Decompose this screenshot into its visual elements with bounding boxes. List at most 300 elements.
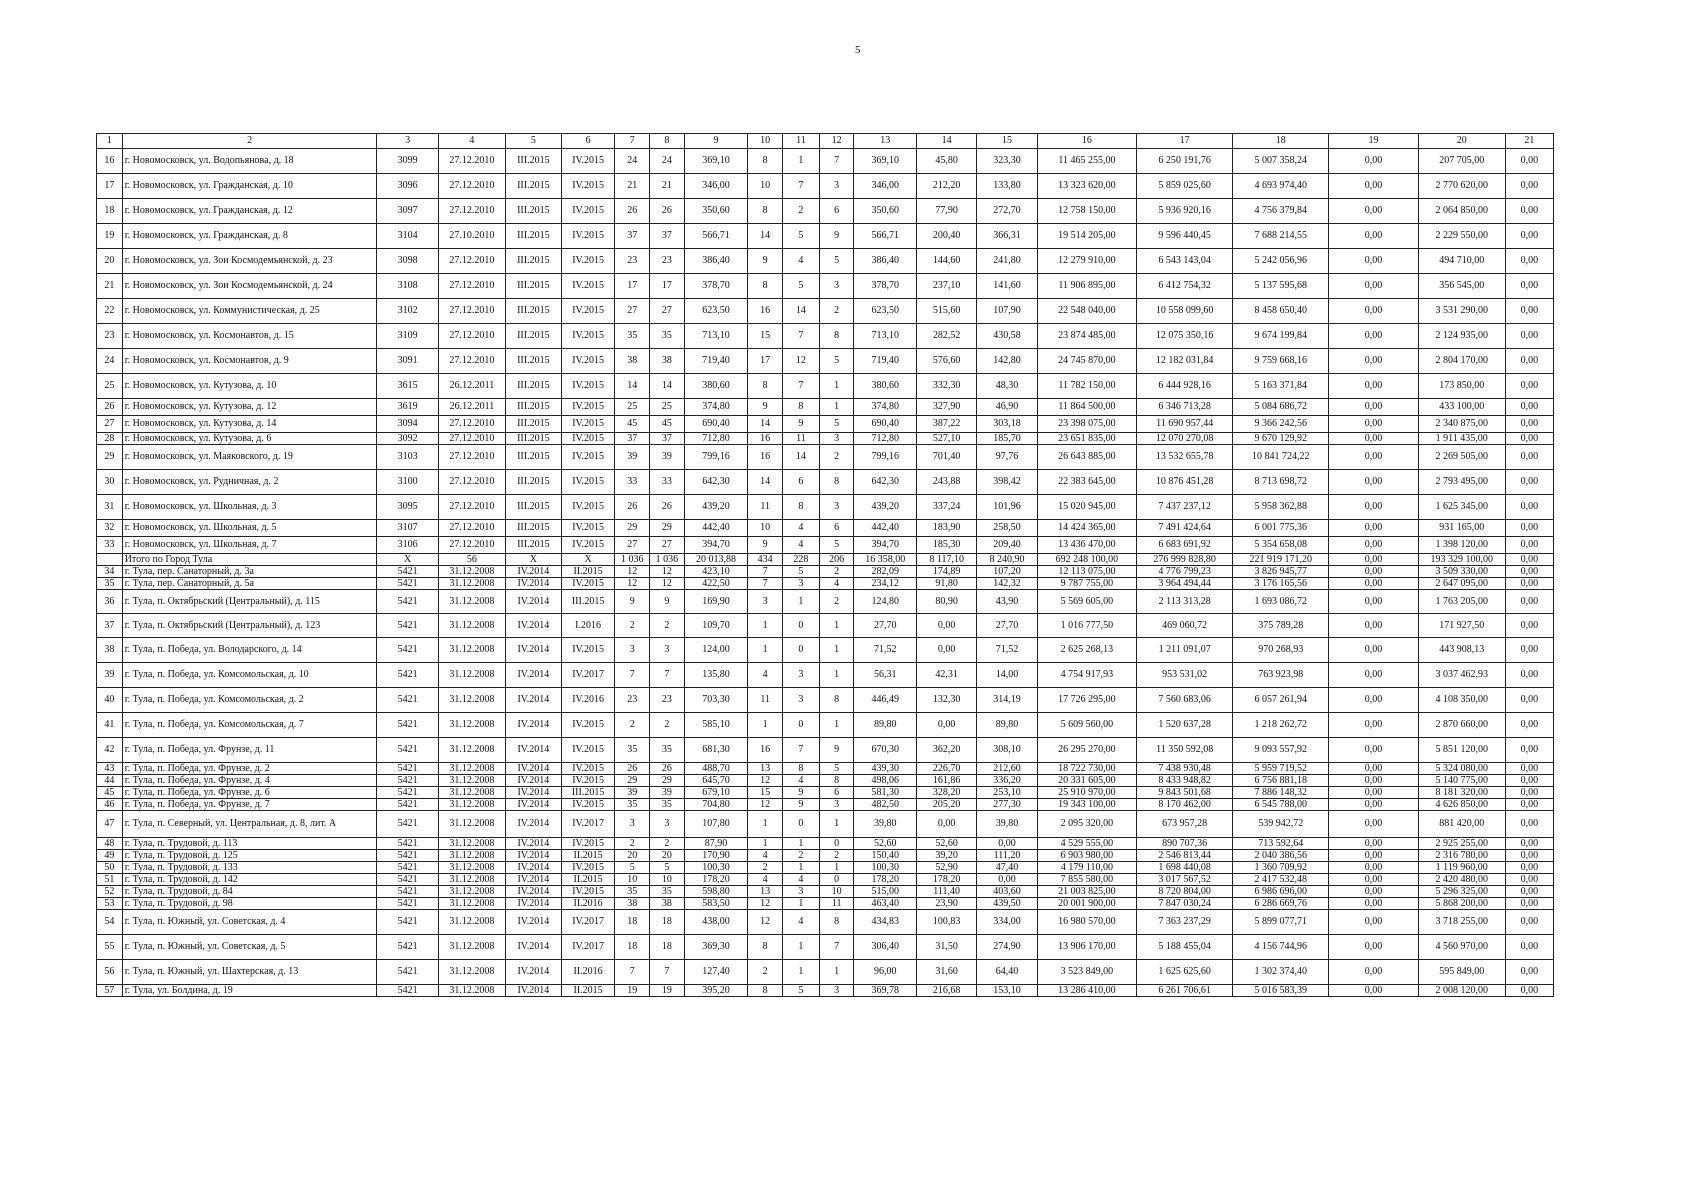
address-cell: г. Тула, п. Трудовой, д. 98 [122,898,377,910]
table-cell: 26 295 270,00 [1037,738,1136,763]
table-cell: 26 [615,199,650,224]
table-cell: 9 [819,224,854,249]
table-cell: 11 864 500,00 [1037,399,1136,416]
table-cell: 20 001 900,00 [1037,898,1136,910]
table-cell: 31.12.2008 [438,638,505,663]
table-cell: 4 [748,850,783,862]
table-cell: 0,00 [1329,495,1418,520]
table-cell: 36 [97,590,123,614]
table-cell: 20 [650,850,685,862]
table-cell: 142,80 [977,349,1037,374]
table-cell: 0,00 [1329,663,1418,688]
table-cell: 7 886 148,32 [1233,787,1329,799]
table-cell: 27.12.2010 [438,149,505,174]
table-cell: 0,00 [1329,799,1418,811]
address-cell: г. Тула, п. Трудовой, д. 113 [122,838,377,850]
table-cell: 14 [748,224,783,249]
table-cell: 5421 [377,590,438,614]
table-cell: 3104 [377,224,438,249]
table-cell: 0,00 [1329,174,1418,199]
table-cell: 31,60 [917,960,977,985]
table-cell: 4 108 350,00 [1418,688,1505,713]
table-cell: 6 412 754,32 [1137,274,1233,299]
table-cell: 31.12.2008 [438,763,505,775]
table-cell: 3 [782,663,819,688]
address-cell: г. Тула, п. Южный, ул. Шахтерская, д. 13 [122,960,377,985]
table-cell: 719,40 [684,349,748,374]
table-cell: 35 [615,799,650,811]
table-cell: 7 437 237,12 [1137,495,1233,520]
table-cell: 13 323 620,00 [1037,174,1136,199]
table-cell: 566,71 [854,224,917,249]
table-cell: 226,70 [917,763,977,775]
table-row [97,174,1554,199]
table-cell: 6 545 788,00 [1233,799,1329,811]
table-cell: 0,00 [1329,886,1418,898]
table-cell: 8 433 948,82 [1137,775,1233,787]
table-cell: 15 020 945,00 [1037,495,1136,520]
table-cell: III.2015 [505,416,561,433]
table-cell: 6 346 713,28 [1137,399,1233,416]
address-cell: г. Тула, ул. Болдина, д. 19 [122,985,377,997]
table-cell: IV.2015 [561,199,615,224]
table-cell: 53 [97,898,123,910]
table-cell: 3092 [377,433,438,445]
table-cell: IV.2015 [561,638,615,663]
address-cell: г. Новомосковск, ул. Кутузова, д. 12 [122,399,377,416]
address-cell: г. Новомосковск, ул. Космонавтов, д. 15 [122,324,377,349]
table-cell: 10 841 724,22 [1233,445,1329,470]
table-cell: 5421 [377,713,438,738]
table-cell: 0,00 [1329,763,1418,775]
table-cell: 5 [819,249,854,274]
table-cell: IV.2015 [561,738,615,763]
table-cell: 21 003 825,00 [1037,886,1136,898]
table-cell: IV.2014 [505,850,561,862]
table-cell: 33 [650,470,685,495]
table-cell: 10 876 451,28 [1137,470,1233,495]
table-cell: 12 [748,799,783,811]
table-cell: 446,49 [854,688,917,713]
table-cell: 3102 [377,299,438,324]
table-cell: 5421 [377,910,438,935]
table-cell: 45 [650,416,685,433]
table-cell: 5 [782,566,819,578]
table-cell: 132,30 [917,688,977,713]
table-cell: 1 036 [615,554,650,566]
table-cell: 0,00 [1505,324,1553,349]
table-cell: 144,60 [917,249,977,274]
column-header: 8 [650,134,685,149]
table-cell: 1 911 435,00 [1418,433,1505,445]
table-cell: 0,00 [1329,566,1418,578]
table-cell: 96,00 [854,960,917,985]
table-cell: 0,00 [1329,299,1418,324]
table-cell: 45 [97,787,123,799]
table-cell: 6 [819,787,854,799]
table-cell: 1 763 205,00 [1418,590,1505,614]
table-cell: 369,30 [684,935,748,960]
table-cell: 482,50 [854,799,917,811]
table-cell: 380,60 [684,374,748,399]
column-header: 17 [1137,134,1233,149]
table-cell: 31.12.2008 [438,862,505,874]
table-cell: 5421 [377,850,438,862]
table-cell: 679,10 [684,787,748,799]
table-cell: 25 [650,399,685,416]
table-cell: 2 [650,838,685,850]
table-cell: 2 [650,713,685,738]
table-cell: 0,00 [1505,537,1553,554]
table-cell: 91,80 [917,578,977,590]
table-cell: 713 592,64 [1233,838,1329,850]
table-cell: 20 [97,249,123,274]
table-cell: 1 [819,399,854,416]
table-cell: 0 [819,874,854,886]
table-cell: 71,52 [977,638,1037,663]
table-cell: 5421 [377,738,438,763]
table-cell: IV.2015 [561,537,615,554]
table-cell: 7 363 237,29 [1137,910,1233,935]
table-cell: 272,70 [977,199,1037,224]
table-cell: 8 [748,985,783,997]
table-cell: 33 [615,470,650,495]
table-cell: 31.12.2008 [438,738,505,763]
table-cell: 153,10 [977,985,1037,997]
table-cell: 2 417 532,48 [1233,874,1329,886]
table-cell: 350,60 [854,199,917,224]
table-cell: 0,00 [1505,349,1553,374]
table-cell: 5421 [377,578,438,590]
table-cell: 7 438 930,48 [1137,763,1233,775]
table-cell: 3095 [377,495,438,520]
table-cell: 19 [97,224,123,249]
table-cell: 8 458 650,40 [1233,299,1329,324]
table-cell: 4 626 850,00 [1418,799,1505,811]
table-cell: 20 013,88 [684,554,748,566]
table-cell: 111,40 [917,886,977,898]
address-cell: г. Тула, пер. Санаторный, д. 5а [122,578,377,590]
table-cell: 2 [748,960,783,985]
table-cell: 13 [748,763,783,775]
table-cell: 35 [615,738,650,763]
table-cell: 5421 [377,688,438,713]
table-cell: 7 [782,374,819,399]
table-cell: 142,32 [977,578,1037,590]
table-row [97,960,1554,985]
table-cell: 4 [748,663,783,688]
table-cell: 5421 [377,838,438,850]
table-cell: IV.2015 [561,399,615,416]
table-cell: IV.2015 [561,713,615,738]
table-cell: 6 001 775,36 [1233,520,1329,537]
table-cell: 328,20 [917,787,977,799]
table-cell: 9 [748,537,783,554]
table-cell: 11 782 150,00 [1037,374,1136,399]
table-cell: 48,30 [977,374,1037,399]
table-cell: 32 [97,520,123,537]
table-cell: 5 [819,763,854,775]
table-cell: 2 [782,199,819,224]
table-cell: 4 [819,578,854,590]
table-cell: 13 [748,886,783,898]
table-cell: 799,16 [684,445,748,470]
table-cell: 527,10 [917,433,977,445]
table-cell: 45,80 [917,149,977,174]
table-cell: 5 [782,274,819,299]
table-cell: 39,80 [977,811,1037,838]
table-cell: 31.12.2008 [438,960,505,985]
table-cell: 39,20 [917,850,977,862]
table-cell: 713,10 [684,324,748,349]
table-cell: 356 545,00 [1418,274,1505,299]
table-cell: 386,40 [684,249,748,274]
table-cell: 31.12.2008 [438,799,505,811]
table-cell: 5 959 719,52 [1233,763,1329,775]
table-cell: 277,30 [977,799,1037,811]
address-cell: г. Тула, п. Победа, ул. Комсомольская, д. 10 [122,663,377,688]
table-cell: III.2015 [505,495,561,520]
table-cell: 2 [819,850,854,862]
table-cell: 2 [819,590,854,614]
table-cell: 26 643 885,00 [1037,445,1136,470]
table-cell: 27.12.2010 [438,299,505,324]
table-cell: IV.2014 [505,838,561,850]
table-cell: 0,00 [1505,299,1553,324]
table-cell: I.2016 [561,614,615,638]
address-cell: г. Тула, п. Победа, ул. Фрунзе, д. 11 [122,738,377,763]
table-cell: 80,90 [917,590,977,614]
table-cell: 24 [650,149,685,174]
table-cell: 2 [782,850,819,862]
table-cell: II.2016 [561,960,615,985]
table-cell: 0,00 [1505,638,1553,663]
table-cell: 10 [748,520,783,537]
table-cell: 6 261 706,61 [1137,985,1233,997]
table-cell: III.2015 [505,249,561,274]
table-cell: 20 [615,850,650,862]
table-cell: 469 060,72 [1137,614,1233,638]
table-cell: 0,00 [1329,898,1418,910]
table-cell: 183,90 [917,520,977,537]
column-header: 7 [615,134,650,149]
table-cell: 38 [615,349,650,374]
table-cell: 3 [748,590,783,614]
table-cell: 327,90 [917,399,977,416]
table-cell: 1 [819,862,854,874]
table-cell: IV.2015 [561,862,615,874]
table-cell: 11 [748,495,783,520]
table-cell: 5421 [377,898,438,910]
table-cell: 178,20 [684,874,748,886]
address-cell: г. Тула, п. Победа, ул. Фрунзе, д. 4 [122,775,377,787]
table-cell: 3 [782,688,819,713]
address-cell: г. Тула, п. Трудовой, д. 142 [122,874,377,886]
table-cell: 23 [97,324,123,349]
table-cell: 1 693 086,72 [1233,590,1329,614]
table-cell: III.2015 [505,149,561,174]
table-cell: 243,88 [917,470,977,495]
table-cell: 0,00 [1329,249,1418,274]
table-cell: 712,80 [684,433,748,445]
table-row [97,537,1554,554]
table-cell: 26 [615,763,650,775]
table-cell: 37 [650,433,685,445]
table-row [97,274,1554,299]
table-cell: 3 [819,433,854,445]
table-cell: III.2015 [505,433,561,445]
table-cell: 26.12.2011 [438,374,505,399]
table-cell: 9 787 755,00 [1037,578,1136,590]
table-cell: 2 124 935,00 [1418,324,1505,349]
table-cell: 5421 [377,614,438,638]
table-cell: 970 268,93 [1233,638,1329,663]
table-cell: 56 [438,554,505,566]
table-cell: 12 279 910,00 [1037,249,1136,274]
table-cell: 0,00 [1505,688,1553,713]
table-cell: 31.12.2008 [438,713,505,738]
table-cell: 13 906 170,00 [1037,935,1136,960]
table-cell: 7 [748,566,783,578]
address-cell: г. Новомосковск, ул. Гражданская, д. 12 [122,199,377,224]
table-cell: 31.12.2008 [438,590,505,614]
table-cell: 27,70 [977,614,1037,638]
table-cell: 5 016 583,39 [1233,985,1329,997]
table-cell: IV.2015 [561,174,615,199]
table-cell: 488,70 [684,763,748,775]
table-cell: 5 [819,349,854,374]
table-cell: 0,00 [1329,416,1418,433]
table-cell: 10 558 099,60 [1137,299,1233,324]
table-cell: 101,96 [977,495,1037,520]
table-cell: 7 [782,174,819,199]
table-cell: 5421 [377,874,438,886]
table-cell: 2 [615,614,650,638]
table-cell: 0,00 [1505,566,1553,578]
table-cell: 5 899 077,71 [1233,910,1329,935]
table-cell: III.2015 [561,590,615,614]
table-cell: 258,50 [977,520,1037,537]
table-cell: 0,00 [1329,935,1418,960]
table-cell: 3 [782,578,819,590]
table-cell: 398,42 [977,470,1037,495]
table-cell: 9 596 440,45 [1137,224,1233,249]
table-cell: 57 [97,985,123,997]
table-cell: 539 942,72 [1233,811,1329,838]
table-cell: 27.12.2010 [438,274,505,299]
table-cell: 2 [819,445,854,470]
table-cell: IV.2015 [561,799,615,811]
table-cell: 2 [615,713,650,738]
table-cell: 178,20 [917,874,977,886]
table-cell: 1 016 777,50 [1037,614,1136,638]
table-cell: 87,90 [684,838,748,850]
table-cell: 0,00 [1505,590,1553,614]
table-cell: 8 [748,274,783,299]
address-cell: г. Тула, п. Октябрьский (Центральный), д. 115 [122,590,377,614]
table-cell: 0,00 [1329,374,1418,399]
table-cell: 25 [615,399,650,416]
table-cell: 3615 [377,374,438,399]
table-cell: 0,00 [1329,713,1418,738]
address-cell: г. Тула, п. Победа, ул. Фрунзе, д. 2 [122,763,377,775]
table-cell: 8 [782,763,819,775]
table-cell: 386,40 [854,249,917,274]
table-row [97,349,1554,374]
table-cell: 2 [748,862,783,874]
table-cell: 3106 [377,537,438,554]
table-cell: 31.12.2008 [438,578,505,590]
table-cell: 33 [97,537,123,554]
table-cell: 2 647 095,00 [1418,578,1505,590]
address-cell: г. Тула, п. Трудовой, д. 133 [122,862,377,874]
table-cell: 0,00 [1505,520,1553,537]
table-cell: III.2015 [505,399,561,416]
table-cell: 0,00 [917,713,977,738]
table-cell: 3 [615,811,650,838]
table-row [97,935,1554,960]
table-cell: 369,78 [854,985,917,997]
table-cell: 0,00 [1505,738,1553,763]
page-number: 5 [855,44,861,56]
table-cell: 35 [615,324,650,349]
column-header: 2 [122,134,377,149]
table-cell: X [561,554,615,566]
table-cell: 0,00 [1505,374,1553,399]
table-cell: 3 [819,985,854,997]
table-cell: 276 999 828,80 [1137,554,1233,566]
table-cell: 0,00 [1329,224,1418,249]
total-row [97,554,1554,566]
table-cell: 3 [819,799,854,811]
table-cell: 48 [97,838,123,850]
table-cell: 1 [782,590,819,614]
table-cell: 5421 [377,787,438,799]
address-cell: г. Тула, п. Победа, ул. Комсомольская, д. 7 [122,713,377,738]
table-cell: 16 [748,738,783,763]
table-cell: 9 [748,399,783,416]
table-cell: IV.2015 [561,433,615,445]
table-cell: 29 [650,520,685,537]
table-cell: 0,00 [1505,960,1553,985]
table-cell: 0 [819,838,854,850]
address-cell: г. Новомосковск, ул. Школьная, д. 3 [122,495,377,520]
table-cell: 0,00 [1329,520,1418,537]
table-cell: 3 [782,886,819,898]
table-row [97,324,1554,349]
table-cell: IV.2014 [505,811,561,838]
table-cell: IV.2017 [561,663,615,688]
table-cell: III.2015 [505,299,561,324]
table-cell: 21 [650,174,685,199]
table-cell: 0,00 [1329,811,1418,838]
table-cell: 27.12.2010 [438,433,505,445]
table-cell: 0,00 [1329,433,1418,445]
table-cell: 5 569 605,00 [1037,590,1136,614]
table-cell: 12 070 270,08 [1137,433,1233,445]
table-cell: 27,70 [854,614,917,638]
table-cell: IV.2015 [561,520,615,537]
table-cell: 0,00 [1329,445,1418,470]
table-cell: 701,40 [917,445,977,470]
table-cell: IV.2015 [561,249,615,274]
table-cell: 27 [650,299,685,324]
table-cell: 5 958 362,88 [1233,495,1329,520]
table-cell: X [377,554,438,566]
table-cell: 1 520 637,28 [1137,713,1233,738]
table-cell: IV.2016 [561,688,615,713]
table-cell: 323,30 [977,149,1037,174]
